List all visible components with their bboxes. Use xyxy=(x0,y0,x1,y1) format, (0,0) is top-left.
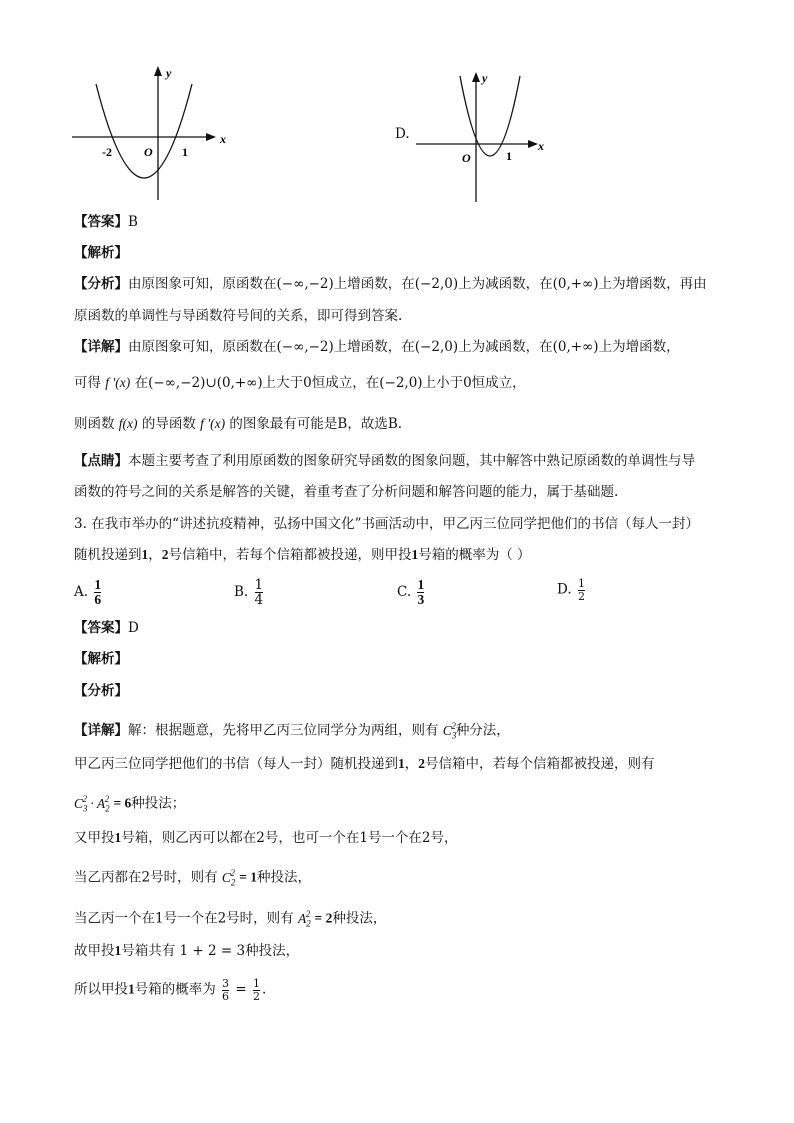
q2-dianjing-line-2: 函数的符号之间的关系是解答的关键，着重考查了分析问题和解答问题的能力，属于基础题. xyxy=(74,484,619,500)
q3-line-2: 甲乙丙三位同学把他们的书信（每人一封）随机投递到1，2号信箱中，若每个信箱都被投递，则有 xyxy=(74,756,655,772)
q3-analysis-heading: 【解析】 xyxy=(74,651,128,667)
q3-option-c: C. $\frac{1}{3}$ xyxy=(397,577,425,608)
tick-label-right: 1 xyxy=(506,149,512,163)
q3-option-b: B. $\frac{1}{4}$ xyxy=(234,577,264,609)
q2-xiangjie-line-1: 【详解】由原图象可知，原函数在(−∞,−2)上增函数，在(−2,0)上为减函数，在(0,+∞)上为增函数， xyxy=(74,339,680,355)
combination-expr: $C_3^2 \cdot A_2^2$ xyxy=(74,794,110,814)
graph-d xyxy=(412,68,552,208)
x-axis-arrow xyxy=(528,140,538,148)
origin-label: O xyxy=(144,145,153,159)
q2-fenxi-line-2: 原函数的单调性与导函数符号间的关系，即可得到答案. xyxy=(74,308,403,324)
q3-line-8: 所以甲投1号箱的概率为 $\frac{3}{6}$ = $\frac{1}{2}$ . xyxy=(74,977,267,1003)
x-axis-label: x xyxy=(538,139,544,153)
q3-xiangjie-line-1: 【详解】解：根据题意，先将甲乙丙三位同学分为两组，则有 $C_3^2$种分法， xyxy=(74,721,510,741)
q2-xiangjie-line-3: 则函数 f(x) 的导函数 f '(x) 的图象最有可能是B，故选B. xyxy=(74,416,403,432)
q3-fenxi-heading: 【分析】 xyxy=(74,683,128,699)
q3-line-3: $C_3^2 \cdot A_2^2 = 6$种投法； xyxy=(74,794,186,814)
x-axis-label: x xyxy=(220,132,226,146)
y-axis-label: y xyxy=(166,66,172,80)
q3-option-d: D. $\frac{1}{2}$ xyxy=(557,577,585,603)
tick-label-right: 1 xyxy=(182,145,188,159)
combination-c-3-2: $C_3^2$ xyxy=(442,721,457,741)
tick-label-left: -2 xyxy=(102,145,112,159)
q3-line-6: 当乙丙一个在1号一个在2号时，则有 $A_2^2 = 2$种投法， xyxy=(74,909,387,929)
y-axis-label: y xyxy=(482,71,488,85)
graph-d-option-letter: D. xyxy=(395,126,410,142)
arrangement-a-2-2: $A_2^2$ xyxy=(297,909,311,929)
q2-dianjing-line-1: 【点睛】本题主要考查了利用原函数的图象研究导函数的图象问题，其中解答中熟记原函数的单调性与导 xyxy=(74,453,695,469)
combination-c-2-2: $C_2^2$ xyxy=(221,868,236,888)
parabola-curve xyxy=(96,84,192,178)
q2-xiangjie-line-2: 可得 f '(x) 在(−∞,−2)∪(0,+∞)上大于0恒成立，在(−2,0)上小于0恒成立， xyxy=(74,375,526,391)
q3-stem-line-2: 随机投递到1，2号信箱中，若每个信箱都被投递，则甲投1号箱的概率为（ ） xyxy=(74,547,531,563)
q2-analysis-heading: 【解析】 xyxy=(74,245,128,261)
q3-answer-line: 【答案】D xyxy=(74,620,139,636)
q2-fenxi-line-1: 【分析】由原图象可知，原函数在(−∞,−2)上增函数，在(−2,0)上为减函数，在(0,+∞)上为增函数，再由 xyxy=(74,276,707,292)
y-axis-arrow xyxy=(154,66,162,76)
y-axis-arrow xyxy=(472,72,480,82)
q3-line-7: 故甲投1号箱共有 1 + 2 = 3种投法， xyxy=(74,943,300,959)
x-axis-arrow xyxy=(206,133,216,141)
q3-option-a: A. $\frac{1}{6}$ xyxy=(74,577,102,608)
q3-line-5: 当乙丙都在2号时，则有 $C_2^2 = 1$种投法， xyxy=(74,868,312,888)
q3-stem-line-1: 3. 在我市举办的“讲述抗疫精神，弘扬中国文化”书画活动中，甲乙丙三位同学把他们的书信（每人一封） xyxy=(74,516,699,532)
q3-line-4: 又甲投1号箱，则乙丙可以都在2号，也可一个在1号一个在2号， xyxy=(74,830,458,846)
origin-label: O xyxy=(462,151,471,165)
graph-c xyxy=(66,62,236,202)
q2-answer-line: 【答案】B xyxy=(74,214,138,230)
